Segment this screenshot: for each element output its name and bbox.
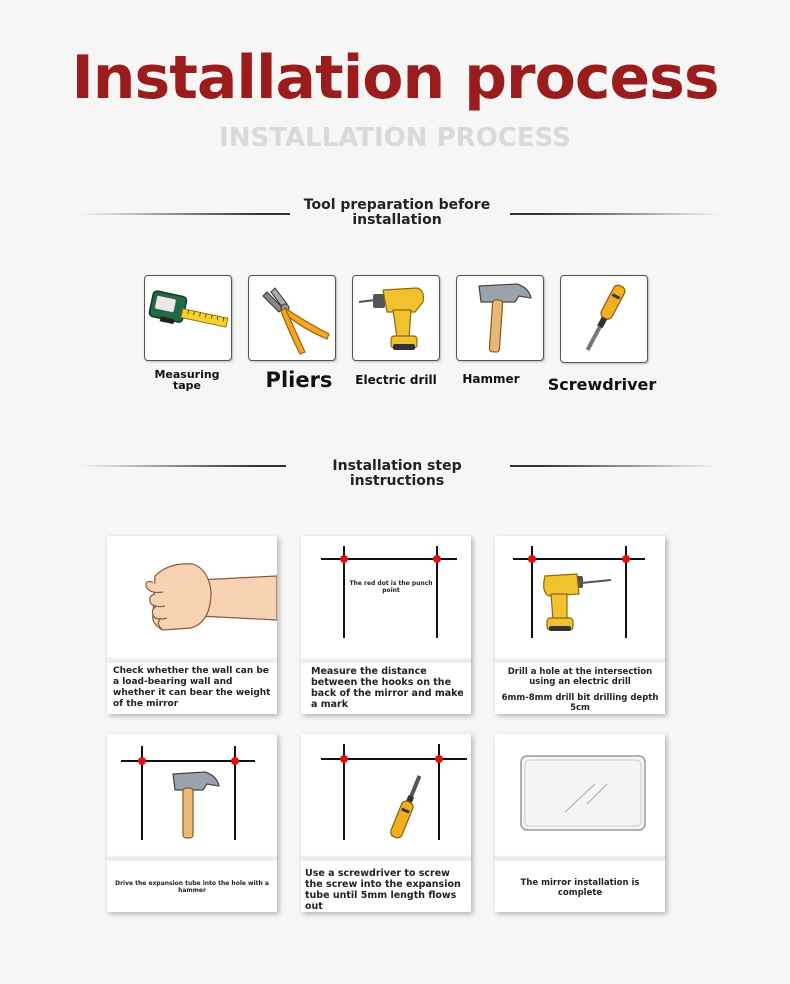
step-card-5 — [301, 734, 471, 912]
tool-label-pliers: Pliers — [265, 368, 333, 392]
page-title: Installation process — [71, 43, 719, 113]
step-3-text-line2: 6mm-8mm drill bit drilling depth 5cm — [501, 693, 659, 713]
measuring-tape-card — [144, 275, 232, 361]
tools-title-line2: installation — [352, 212, 442, 228]
measuring-tape-icon — [145, 276, 231, 360]
electric-drill-icon — [495, 536, 665, 658]
step-3-text — [501, 667, 659, 713]
card-separator — [107, 856, 277, 859]
step-card-2 — [301, 536, 471, 714]
punch-point-dot — [433, 555, 441, 563]
electric-drill-icon — [353, 276, 439, 360]
step-2-text: Measure the distance between the hooks on the back of the mirror and make a mark — [311, 666, 464, 710]
tool-label-hammer: Hammer — [462, 372, 520, 386]
fist-icon — [107, 536, 277, 658]
tools-section-title — [290, 198, 504, 228]
step-1-text: Check whether the wall can be a load-bearing wall and whether it can bear the weight of the mirror — [113, 666, 271, 709]
step-6-text: The mirror installation is complete — [520, 878, 640, 898]
divider-left — [80, 213, 290, 215]
tool-label-line1: Measuring — [154, 368, 220, 381]
page-subtitle: INSTALLATION PROCESS — [219, 123, 571, 153]
tool-label-measuring-tape — [144, 369, 230, 391]
divider-right — [510, 465, 716, 467]
tool-label-line2: tape — [172, 379, 201, 392]
hammer-icon — [107, 734, 277, 856]
step-card-6 — [495, 734, 665, 912]
steps-section-title: Installation step instructions — [332, 458, 462, 489]
pliers-icon — [249, 276, 335, 360]
divider-left — [80, 465, 286, 467]
tool-label-electric-drill: Electric drill — [355, 373, 437, 387]
step-card-4 — [107, 734, 277, 912]
step-5-text: Use a screwdriver to screw the screw into the expansion tube until 5mm length flows out — [305, 868, 461, 912]
card-separator — [495, 658, 665, 661]
step-card-3 — [495, 536, 665, 714]
screwdriver-icon — [561, 276, 647, 362]
hammer-icon — [457, 276, 543, 360]
screwdriver-card — [560, 275, 648, 363]
tool-label-screwdriver: Screwdriver — [547, 375, 657, 394]
screwdriver-icon — [301, 734, 471, 856]
divider-right — [510, 213, 720, 215]
card-separator — [107, 658, 277, 661]
mirror-icon — [495, 734, 665, 856]
card-separator — [301, 856, 471, 859]
electric-drill-card — [352, 275, 440, 361]
card-separator — [495, 856, 665, 859]
card-separator — [301, 658, 471, 661]
step-4-text: Drive the expansion tube into the hole with a hammer — [115, 880, 269, 894]
step-3-text-line1: Drill a hole at the intersection using an electric drill — [507, 667, 653, 687]
pliers-card — [248, 275, 336, 361]
hammer-card — [456, 275, 544, 361]
wall-marking-diagram — [301, 536, 471, 658]
punch-point-note: The red dot is the punch point — [349, 580, 433, 594]
tools-title-line1: Tool preparation before — [303, 197, 491, 213]
punch-point-dot — [340, 555, 348, 563]
step-card-1 — [107, 536, 277, 714]
